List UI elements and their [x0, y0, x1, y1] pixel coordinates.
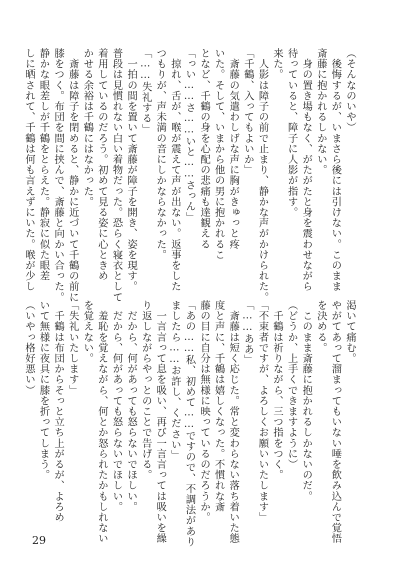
text-line: 着用しているのだろう。初めて見る姿に心ときめ — [95, 48, 107, 282]
text-line: を決める。 — [314, 300, 326, 353]
text-line: 待っていると、障子に人影が指す。 — [285, 48, 297, 218]
text-line: しに晒されて、千鶴は何も言えずにいた。喉が少し — [22, 48, 34, 292]
text-line: となど、千鶴の身を心配の悲痛も達観える — [198, 48, 210, 250]
text-line: いた。そして、いまから他の男に抱かれるこ — [212, 48, 224, 260]
text-line: 静かな眼差しが千鶴をとらえた。静寂に似た眼差 — [37, 48, 49, 282]
text-line: （どうか、上手くできますように） — [285, 300, 297, 470]
text-line: 一拍の間を置いて斎藤が障子を開き、姿を現す。 — [125, 48, 137, 292]
text-line: を覚えない。 — [81, 300, 93, 364]
text-line: 斎藤は障子を閉めると、静かに近づいて千鶴の前に — [66, 48, 78, 303]
text-line: このまま斎藤に抱かれるしかないのだ。 — [300, 300, 312, 502]
text-line: 「失礼いたします」 — [66, 300, 78, 396]
text-line: 人影は障子の前で止まり、静かな声がかけられた。 — [256, 48, 268, 303]
text-line: 「……ああ」 — [241, 300, 253, 366]
text-line: 膝をつく。布団を間に挟んで、斎藤と向かい合った。 — [52, 48, 64, 303]
text-line: いて無様に夜具に膝を折ってしまう。 — [37, 300, 49, 481]
text-line: 斎藤に抱かれるしかない。 — [314, 48, 326, 176]
text-line: 斎藤の気遣わしげな声に胸がきゅっと疼 — [227, 48, 239, 250]
text-line: だから、何があっても怒らないでほしい。 — [110, 300, 122, 512]
text-line: 「あの……私、初めて……ですので、不調法があり — [183, 300, 195, 547]
text-line: 羞恥を覚えながら、何とか怒られたかもしれない — [95, 300, 107, 544]
text-block-top — [20, 48, 356, 303]
text-line: 度と声に、千鶴は嬉しくなった。不慣れな斎 — [212, 300, 224, 512]
text-line: 渇いて痛む。 — [344, 300, 355, 364]
text-line: 「不束者ですが、よろしくお願いいたします」 — [256, 300, 268, 523]
text-line: 「……失礼する」 — [139, 48, 151, 135]
text-line: 一言言って息を吸い、再び一言言っては吸いを繰 — [154, 300, 166, 544]
text-line: 千鶴は布団からそっと立ち上がるが、よろめ — [52, 300, 64, 523]
text-line: 普段は見慣れない白い着物だった。恐らく寝衣として — [110, 48, 122, 303]
text-line: 「千鶴、入ってもよいか」 — [241, 48, 253, 176]
text-line: 来た。 — [271, 48, 283, 80]
text-line: 身の置き場もなく、がたがたと身を震わせながら — [300, 48, 312, 292]
text-line: （そんなのいや） — [344, 48, 355, 133]
text-line: ましたら……お許し、ください」 — [168, 300, 180, 461]
text-line: つもりが、声未満の音にしかならなかった。 — [154, 48, 166, 260]
text-line: 千鶴は祈りながら、三つ指をつく。 — [271, 300, 283, 481]
text-line: やがてあって溜まってもいない唾を飲み込んで覚悟 — [329, 300, 341, 544]
text-line: り返しながらやっとのことで告げる。 — [139, 300, 151, 481]
text-line: だから、何があっても怒らないでほしい。 — [125, 300, 137, 512]
text-line: 後悔するが、いまさら後には引けない。このまま — [329, 48, 341, 292]
text-line: 藤の目に自分は無様に映っているのだろうか。 — [198, 300, 210, 523]
text-line: 掠れ、舌が、喉が震えて声が出ない。返事をした — [168, 48, 180, 292]
text-line: かせる余裕は千鶴にはなかった。 — [81, 48, 93, 207]
text-line: （いやっ格好悪い） — [22, 300, 34, 396]
page-number: 29 — [32, 534, 46, 547]
text-line: 斎藤は短く応じた。常と変わらない落ち着いた態 — [227, 300, 239, 544]
text-line: 「っい……さ……いと……さっん」 — [183, 48, 195, 223]
